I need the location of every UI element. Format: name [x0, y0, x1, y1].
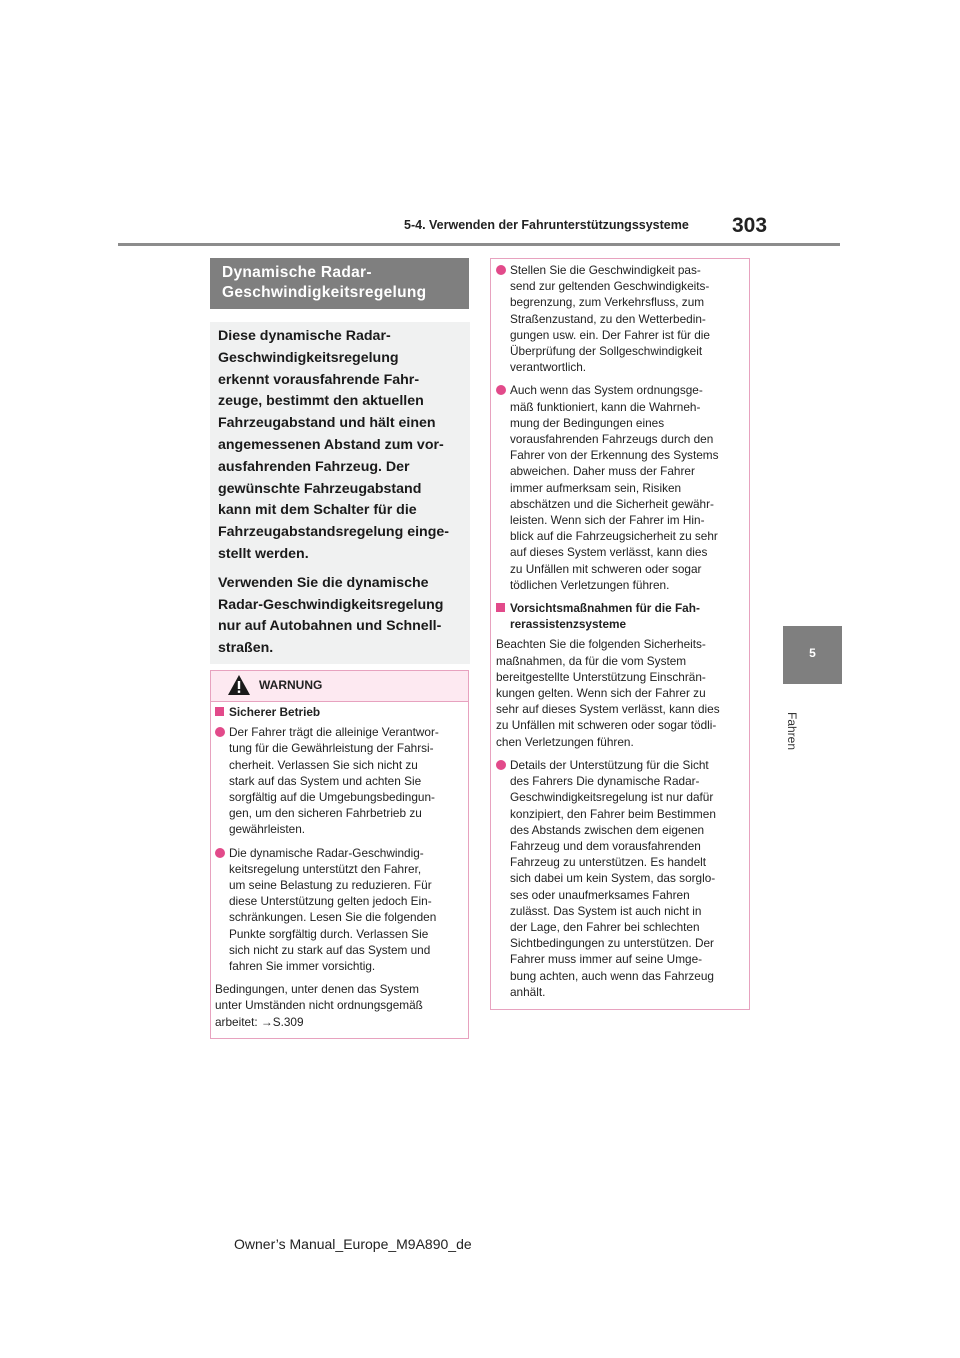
text-line: Vorsichtsmaßnahmen für die Fah-	[510, 601, 700, 616]
text-line: Verwenden Sie die dynamische	[218, 574, 429, 591]
text-line: vorausfahrenden Fahrzeugs durch den	[510, 432, 714, 447]
text-line: Fahrer von der Erkennung des Systems	[510, 448, 719, 463]
text-line: Sichtbedingungen zu unterstützen. Der	[510, 936, 714, 951]
text-line: stellt werden.	[218, 545, 309, 562]
text-line: Diese dynamische Radar-	[218, 328, 391, 344]
text-line: Überprüfung der Sollgeschwindigkeit	[510, 344, 703, 359]
text-line: abschätzen und die Sicherheit gewähr-	[510, 496, 714, 511]
text-line: abweichen. Daher muss der Fahrer	[510, 464, 695, 479]
title-box	[210, 258, 469, 309]
title-line: Geschwindigkeitsregelung	[222, 284, 427, 301]
text-line: erkennt vorausfahrende Fahr-	[218, 371, 420, 388]
pink-square-icon	[496, 603, 505, 612]
text-line: bung achten, auch wenn das Fahrzeug	[510, 968, 714, 983]
text-line: unter Umständen nicht ordnungsgemäß	[215, 998, 423, 1013]
text-line: anhält.	[510, 984, 546, 999]
page-number: 303	[732, 214, 768, 237]
text-line: gewünschte Fahrzeugabstand	[218, 480, 422, 497]
text-line: mung der Bedingungen eines	[510, 415, 665, 430]
pink-dot-icon	[215, 848, 225, 858]
chapter-tab[interactable]	[783, 626, 842, 684]
section-title: 5-4. Verwenden der Fahrunterstützungssysteme	[404, 218, 689, 232]
text-line: fahren Sie immer vorsichtig.	[229, 959, 376, 974]
text-line: ses oder unaufmerksames Fahren	[510, 887, 690, 902]
chapter-number: 5	[809, 646, 816, 660]
warning-note	[215, 981, 465, 1030]
text-line: blick auf die Fahrzeugsicherheit zu sehr	[510, 529, 718, 544]
warning-header	[211, 671, 468, 702]
list-item	[215, 724, 465, 837]
text-line: zeuge, bestimmt den aktuellen	[218, 393, 424, 410]
text-line: zu Unfällen mit schweren oder sogar	[510, 561, 702, 576]
text-line: Stellen Sie die Geschwindigkeit pas-	[510, 263, 701, 277]
text-line: zu Unfällen mit schweren oder sogar tödli-	[496, 718, 717, 733]
pink-square-icon	[215, 707, 224, 716]
warning-heading	[215, 704, 465, 720]
text-line: stark auf das System und achten Sie	[229, 773, 422, 788]
warning-continuation-box	[490, 258, 750, 1010]
text-line: bereitgestellte Unterstützung Einschrän-	[496, 669, 706, 684]
text-line: Radar-Geschwindigkeitsregelung	[218, 596, 444, 613]
text-line: gungen usw. ein. Der Fahrer ist für die	[510, 327, 710, 342]
text-line: Details der Unterstützung für die Sicht	[510, 757, 709, 772]
text-line: des Abstands zwischen dem eigenen	[510, 822, 705, 837]
text-line: rerassistenzsysteme	[510, 617, 627, 632]
text-line: Die dynamische Radar-Geschwindig-	[229, 845, 424, 860]
chapter-label: Fahren	[785, 712, 799, 751]
text-line: Geschwindigkeitsregelung	[218, 349, 399, 366]
text-line: immer aufmerksam sein, Risiken	[510, 480, 682, 495]
header-rule	[118, 243, 840, 246]
warning-box	[210, 670, 469, 1039]
text-line: keitsregelung unterstützt den Fahrer,	[229, 861, 422, 876]
text-line: mäß funktioniert, kann die Wahrneh-	[510, 399, 701, 414]
list-item	[215, 845, 465, 975]
list-item	[496, 382, 744, 593]
text-line: Der Fahrer trägt die alleinige Verantwor-	[229, 725, 439, 740]
intro-text	[218, 326, 468, 667]
text-line: kann mit dem Schalter für die	[218, 502, 417, 519]
text-line: gewährleisten.	[229, 822, 306, 837]
list-item	[496, 757, 744, 1000]
text-line: Punkte sorgfältig durch. Verlassen Sie	[229, 926, 429, 941]
intro-paragraph-1	[218, 326, 468, 566]
text-line: cherheit. Verlassen Sie sich nicht zu	[229, 757, 418, 772]
text-line: ausfahrenden Fahrzeug. Der	[218, 458, 410, 475]
warning-continuation-content	[496, 262, 744, 1007]
warning-content	[215, 704, 465, 1037]
text-line: konzipiert, den Fahrer beim Bestimmen	[510, 806, 716, 821]
text-line: zulässt. Das System ist auch nicht in	[510, 903, 702, 918]
pink-dot-icon	[496, 760, 506, 770]
text-line: sich dabei um kein System, das sorglo-	[510, 871, 716, 886]
text-line: sich nicht zu stark auf das System und	[229, 942, 431, 957]
section-heading	[496, 600, 744, 632]
warning-label: WARNUNG	[259, 678, 323, 692]
text-line: des Fahrers Die dynamische Radar-	[510, 774, 700, 789]
text-line: auf dieses System verlässt, kann dies	[510, 545, 708, 560]
text-line: Fahrzeugabstand und hält einen	[218, 415, 436, 432]
pink-dot-icon	[215, 727, 225, 737]
text-line: sorgfältig auf die Umgebungsbedingun-	[229, 790, 435, 805]
text-line: verantwortlich.	[510, 360, 587, 375]
text-line: Auch wenn das System ordnungsge-	[510, 383, 703, 398]
warning-triangle-icon	[227, 674, 251, 696]
footer-text: Owner’s Manual_Europe_M9A890_de	[234, 1236, 472, 1252]
pink-dot-icon	[496, 265, 506, 275]
paragraph	[496, 636, 744, 749]
text-line: straßen.	[218, 640, 274, 657]
text-line: Straßenzustand, zu den Wetterbedin-	[510, 311, 706, 326]
text-line: tödlichen Verletzungen führen.	[510, 577, 670, 592]
text-line: gen, um den sicheren Fahrbetrieb zu	[229, 806, 422, 821]
page-title	[222, 263, 467, 303]
text-line: kungen gelten. Wenn sich der Fahrer zu	[496, 686, 706, 701]
text-line: diese Unterstützung gelten jedoch Ein-	[229, 894, 432, 909]
intro-box	[210, 322, 470, 664]
text-line: angemessenen Abstand zum vor-	[218, 436, 444, 453]
text-line: um seine Belastung zu reduzieren. Für	[229, 878, 432, 893]
text-line: begrenzung, zum Verkehrsfluss, zum	[510, 295, 705, 310]
title-line: Dynamische Radar-	[222, 264, 372, 281]
text-line: Fahrer muss immer auf seine Umge-	[510, 952, 703, 967]
text-line: Fahrzeug und dem vorausfahrenden	[510, 838, 701, 853]
text-line: Fahrzeug zu unterstützen. Es handelt	[510, 855, 707, 870]
text-line: sehr auf dieses System verlässt, kann dies	[496, 702, 720, 717]
list-item	[496, 262, 744, 375]
text-line: send zur geltenden Geschwindigkeits-	[510, 279, 710, 294]
text-line: Geschwindigkeitsregelung ist nur dafür	[510, 790, 714, 805]
text-line: Fahrzeugabstandsregelung einge-	[218, 524, 449, 541]
text-line: tung für die Gewährleistung der Fahrsi-	[229, 741, 434, 756]
text-line: Bedingungen, unter denen das System	[215, 982, 419, 997]
text-line: Beachten Sie die folgenden Sicherheits-	[496, 637, 706, 652]
heading-text: Sicherer Betrieb	[229, 705, 321, 719]
text-line: schränkungen. Lesen Sie die folgenden	[229, 910, 437, 925]
pink-dot-icon	[496, 385, 506, 395]
text-line: leisten. Wenn sich der Fahrer im Hin-	[510, 513, 705, 528]
text-line: maßnahmen, da für die vom System	[496, 653, 687, 668]
text-line: nur auf Autobahnen und Schnell-	[218, 618, 442, 635]
page-reference-link[interactable]: arbeitet: →S.309	[215, 1014, 304, 1029]
text-line: chen Verletzungen führen.	[496, 734, 634, 749]
intro-paragraph-2	[218, 573, 468, 660]
text-line: der Lage, den Fahrer bei schlechten	[510, 919, 700, 934]
